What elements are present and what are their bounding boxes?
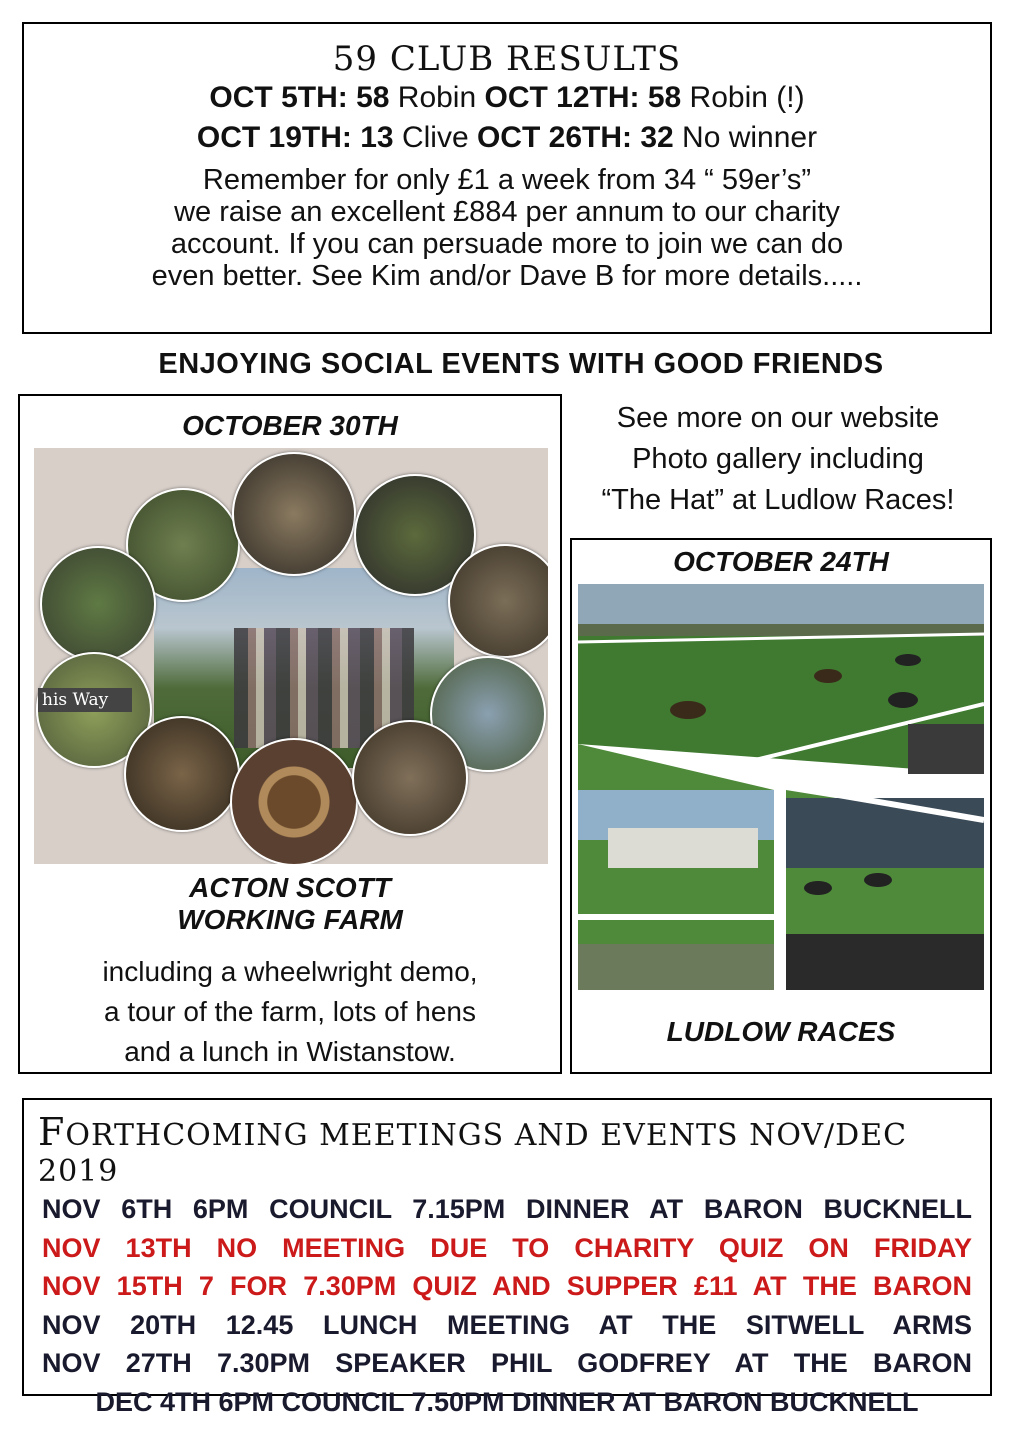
result-winner: Robin — [389, 81, 485, 114]
acton-desc-line: including a wheelwright demo, — [102, 956, 478, 987]
club-body-line: even better. See Kim and/or Dave B for more details..... — [151, 260, 863, 292]
forthcoming-events-box — [22, 1098, 992, 1417]
acton-name-line: ACTON SCOTT — [189, 872, 391, 903]
wheelwright-photo — [124, 716, 240, 832]
acton-description — [20, 952, 560, 1072]
race-photos — [578, 584, 984, 990]
this-way-sign: his Way — [38, 688, 132, 712]
club-body-line: account. If you can persuade more to join we can do — [170, 228, 844, 260]
acton-name — [20, 872, 560, 936]
website-line: See more on our website — [616, 402, 940, 434]
club-results-box — [22, 22, 992, 334]
results-line-1 — [24, 78, 990, 118]
result-date: OCT 19TH: 13 — [196, 121, 394, 154]
ludlow-date: OCTOBER 24TH — [673, 546, 889, 577]
acton-photo-collage — [34, 448, 548, 864]
acton-desc-line: a tour of the farm, lots of hens — [104, 996, 476, 1027]
results-line-2 — [24, 118, 990, 158]
people-photo — [40, 546, 156, 662]
club-title: 59 CLUB RESULTS — [332, 39, 682, 79]
events-title — [24, 1100, 990, 1190]
result-date: OCT 12TH: 58 — [484, 81, 682, 114]
events-title-initial: F — [38, 1110, 66, 1154]
tools-photo — [352, 720, 468, 836]
club-body-line: we raise an excellent £884 per annum to our charity — [174, 196, 840, 228]
website-line: “The Hat” at Ludlow Races! — [601, 484, 955, 516]
website-line: Photo gallery including — [632, 443, 924, 475]
club-body — [24, 164, 990, 292]
result-date: OCT 5TH: 58 — [209, 81, 390, 114]
result-winner: Clive — [393, 121, 477, 154]
events-title-rest: ORTHCOMING MEETINGS AND EVENTS NOV/DEC 2019 — [38, 1118, 908, 1189]
wheel-photo — [230, 738, 358, 864]
result-winner: Robin (!) — [681, 81, 805, 114]
event-line: NOV 13TH NO MEETING DUE TO CHARITY QUIZ ON FRIDAY — [42, 1232, 972, 1263]
men-photo — [448, 544, 548, 658]
acton-date: OCTOBER 30TH — [182, 410, 398, 441]
event-line: NOV 15TH 7 FOR 7.30PM QUIZ AND SUPPER £11 AT THE BARON — [42, 1271, 972, 1301]
event-line: DEC 4TH 6PM COUNCIL 7.50PM DINNER AT BARON BUCKNELL — [95, 1386, 919, 1417]
result-date: OCT 26TH: 32 — [476, 121, 674, 154]
ludlow-photo-collage — [578, 584, 984, 990]
ludlow-name: LUDLOW RACES — [666, 1016, 896, 1047]
workshop-photo — [232, 452, 356, 576]
acton-desc-line: and a lunch in Wistanstow. — [124, 1036, 456, 1067]
event-line: NOV 27TH 7.30PM SPEAKER PHIL GODFREY AT THE BARON — [42, 1348, 972, 1378]
acton-name-line: WORKING FARM — [177, 904, 403, 935]
result-winner: No winner — [673, 121, 818, 154]
event-line: NOV 6TH 6PM COUNCIL 7.15PM DINNER AT BARON BUCKNELL — [42, 1194, 972, 1224]
event-line: NOV 20TH 12.45 LUNCH MEETING AT THE SITWELL ARMS — [42, 1309, 972, 1340]
acton-scott-panel — [18, 394, 562, 1074]
ludlow-races-panel — [570, 538, 992, 1074]
social-events-heading: ENJOYING SOCIAL EVENTS WITH GOOD FRIENDS — [158, 348, 884, 380]
website-note — [566, 398, 990, 521]
club-body-line: Remember for only £1 a week from 34 “ 59er’s” — [202, 164, 812, 196]
